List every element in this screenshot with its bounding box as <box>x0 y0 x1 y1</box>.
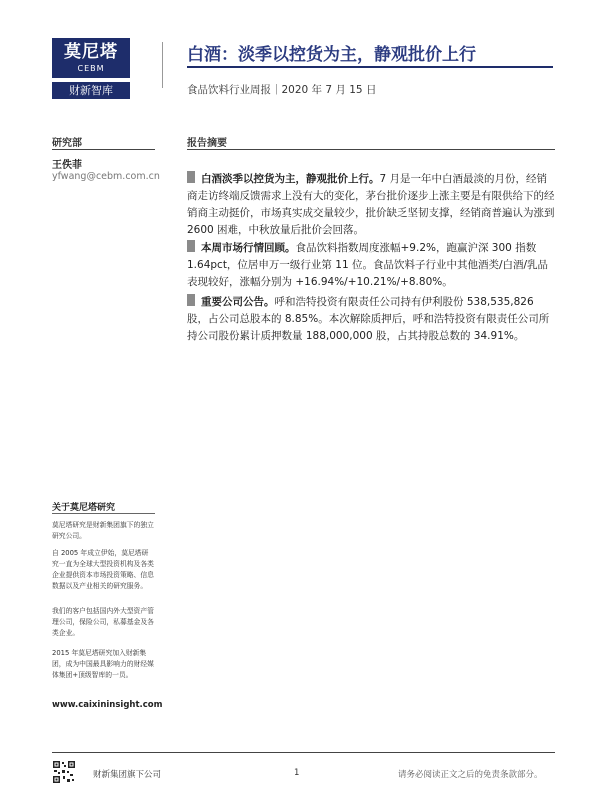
footer-disclaimer: 请务必阅读正文之后的免责条款部分。 <box>398 770 543 780</box>
page-number: 1 <box>294 768 300 778</box>
header-divider <box>162 42 163 88</box>
main-section-rule <box>187 149 555 150</box>
qr-code-icon <box>52 760 76 784</box>
main-section-label: 报告摘要 <box>187 138 227 149</box>
logo-mark <box>52 38 130 78</box>
bullet-marker-icon <box>187 240 195 252</box>
about-title: 关于莫尼塔研究 <box>52 503 116 513</box>
bullet-marker-icon <box>187 294 195 306</box>
logo-en-text: CEBM <box>77 64 105 73</box>
footer-rule <box>52 752 555 753</box>
paragraph-text: 呼和浩特投资有限责任公司持有伊利股份 538,535,826 股，占公司总股本的 8.85%。本次解除质押后，呼和浩特投资有限责任公司所持公司股份累计质押数量 188,000,000 股，占其持股总数的 34.91%。 <box>187 296 550 342</box>
paragraph-lead: 白酒淡季以控货为主，静观批价上行。 <box>201 173 380 185</box>
report-subtitle: 食品饮料行业周报｜2020 年 7 月 15 日 <box>187 84 377 96</box>
about-paragraph: 2015 年莫尼塔研究加入财新集团，成为中国最具影响力的财经媒体集团+顶级智库的一员。 <box>52 649 154 679</box>
summary-paragraph-2 <box>187 240 555 291</box>
about-paragraph: 自 2005 年成立伊始，莫尼塔研究一直为全球大型投资机构及各类企业提供资本市场投资策略、信息数据以及产业相关的研究服务。 <box>52 549 154 590</box>
bullet-marker-icon <box>187 171 195 183</box>
paragraph-text: 食品饮料指数周度涨幅+9.2%，跑赢沪深 300 指数 1.64pct，位居申万一级行业第 11 位。食品饮料子行业中其他酒类/白酒/乳品表现较好，涨幅分别为 +16.94%/+10.21%/+8.80%。 <box>187 242 549 288</box>
report-title: 白酒：淡季以控货为主，静观批价上行 <box>187 45 476 65</box>
author-name: 王佚菲 <box>52 160 82 171</box>
about-paragraph: 莫尼塔研究是财新集团旗下的独立研究公司。 <box>52 521 154 540</box>
paragraph-lead: 重要公司公告。 <box>201 296 275 308</box>
sidebar-section-rule <box>52 149 155 150</box>
paragraph-lead: 本周市场行情回顾。 <box>201 242 296 254</box>
about-paragraph: 我们的客户包括国内外大型资产管理公司，保险公司，私募基金及各类企业。 <box>52 607 154 637</box>
title-rule <box>187 66 553 68</box>
about-rule <box>52 513 155 514</box>
summary-paragraph-1 <box>187 171 555 239</box>
paragraph-text: 7 月是一年中白酒最淡的月份，经销商走访终端反馈需求上没有大的变化，茅台批价逐步上涨主要是有限供给下的经销商主动挺价，市场真实成交量较少，批价缺乏坚韧支撑，经销商普遍认为涨到 2600 困难，中秋放量后批价会回落。 <box>187 173 555 236</box>
cebm-logo <box>52 38 130 99</box>
logo-sub-text: 财新智库 <box>52 80 130 99</box>
author-email[interactable]: yfwang@cebm.com.cn <box>52 171 160 182</box>
summary-paragraph-3 <box>187 294 555 345</box>
website-link[interactable]: www.caixininsight.com <box>52 700 163 710</box>
logo-cn-text: 莫尼塔 <box>64 42 118 62</box>
sidebar-section-label: 研究部 <box>52 138 82 149</box>
footer-company: 财新集团旗下公司 <box>93 770 162 780</box>
